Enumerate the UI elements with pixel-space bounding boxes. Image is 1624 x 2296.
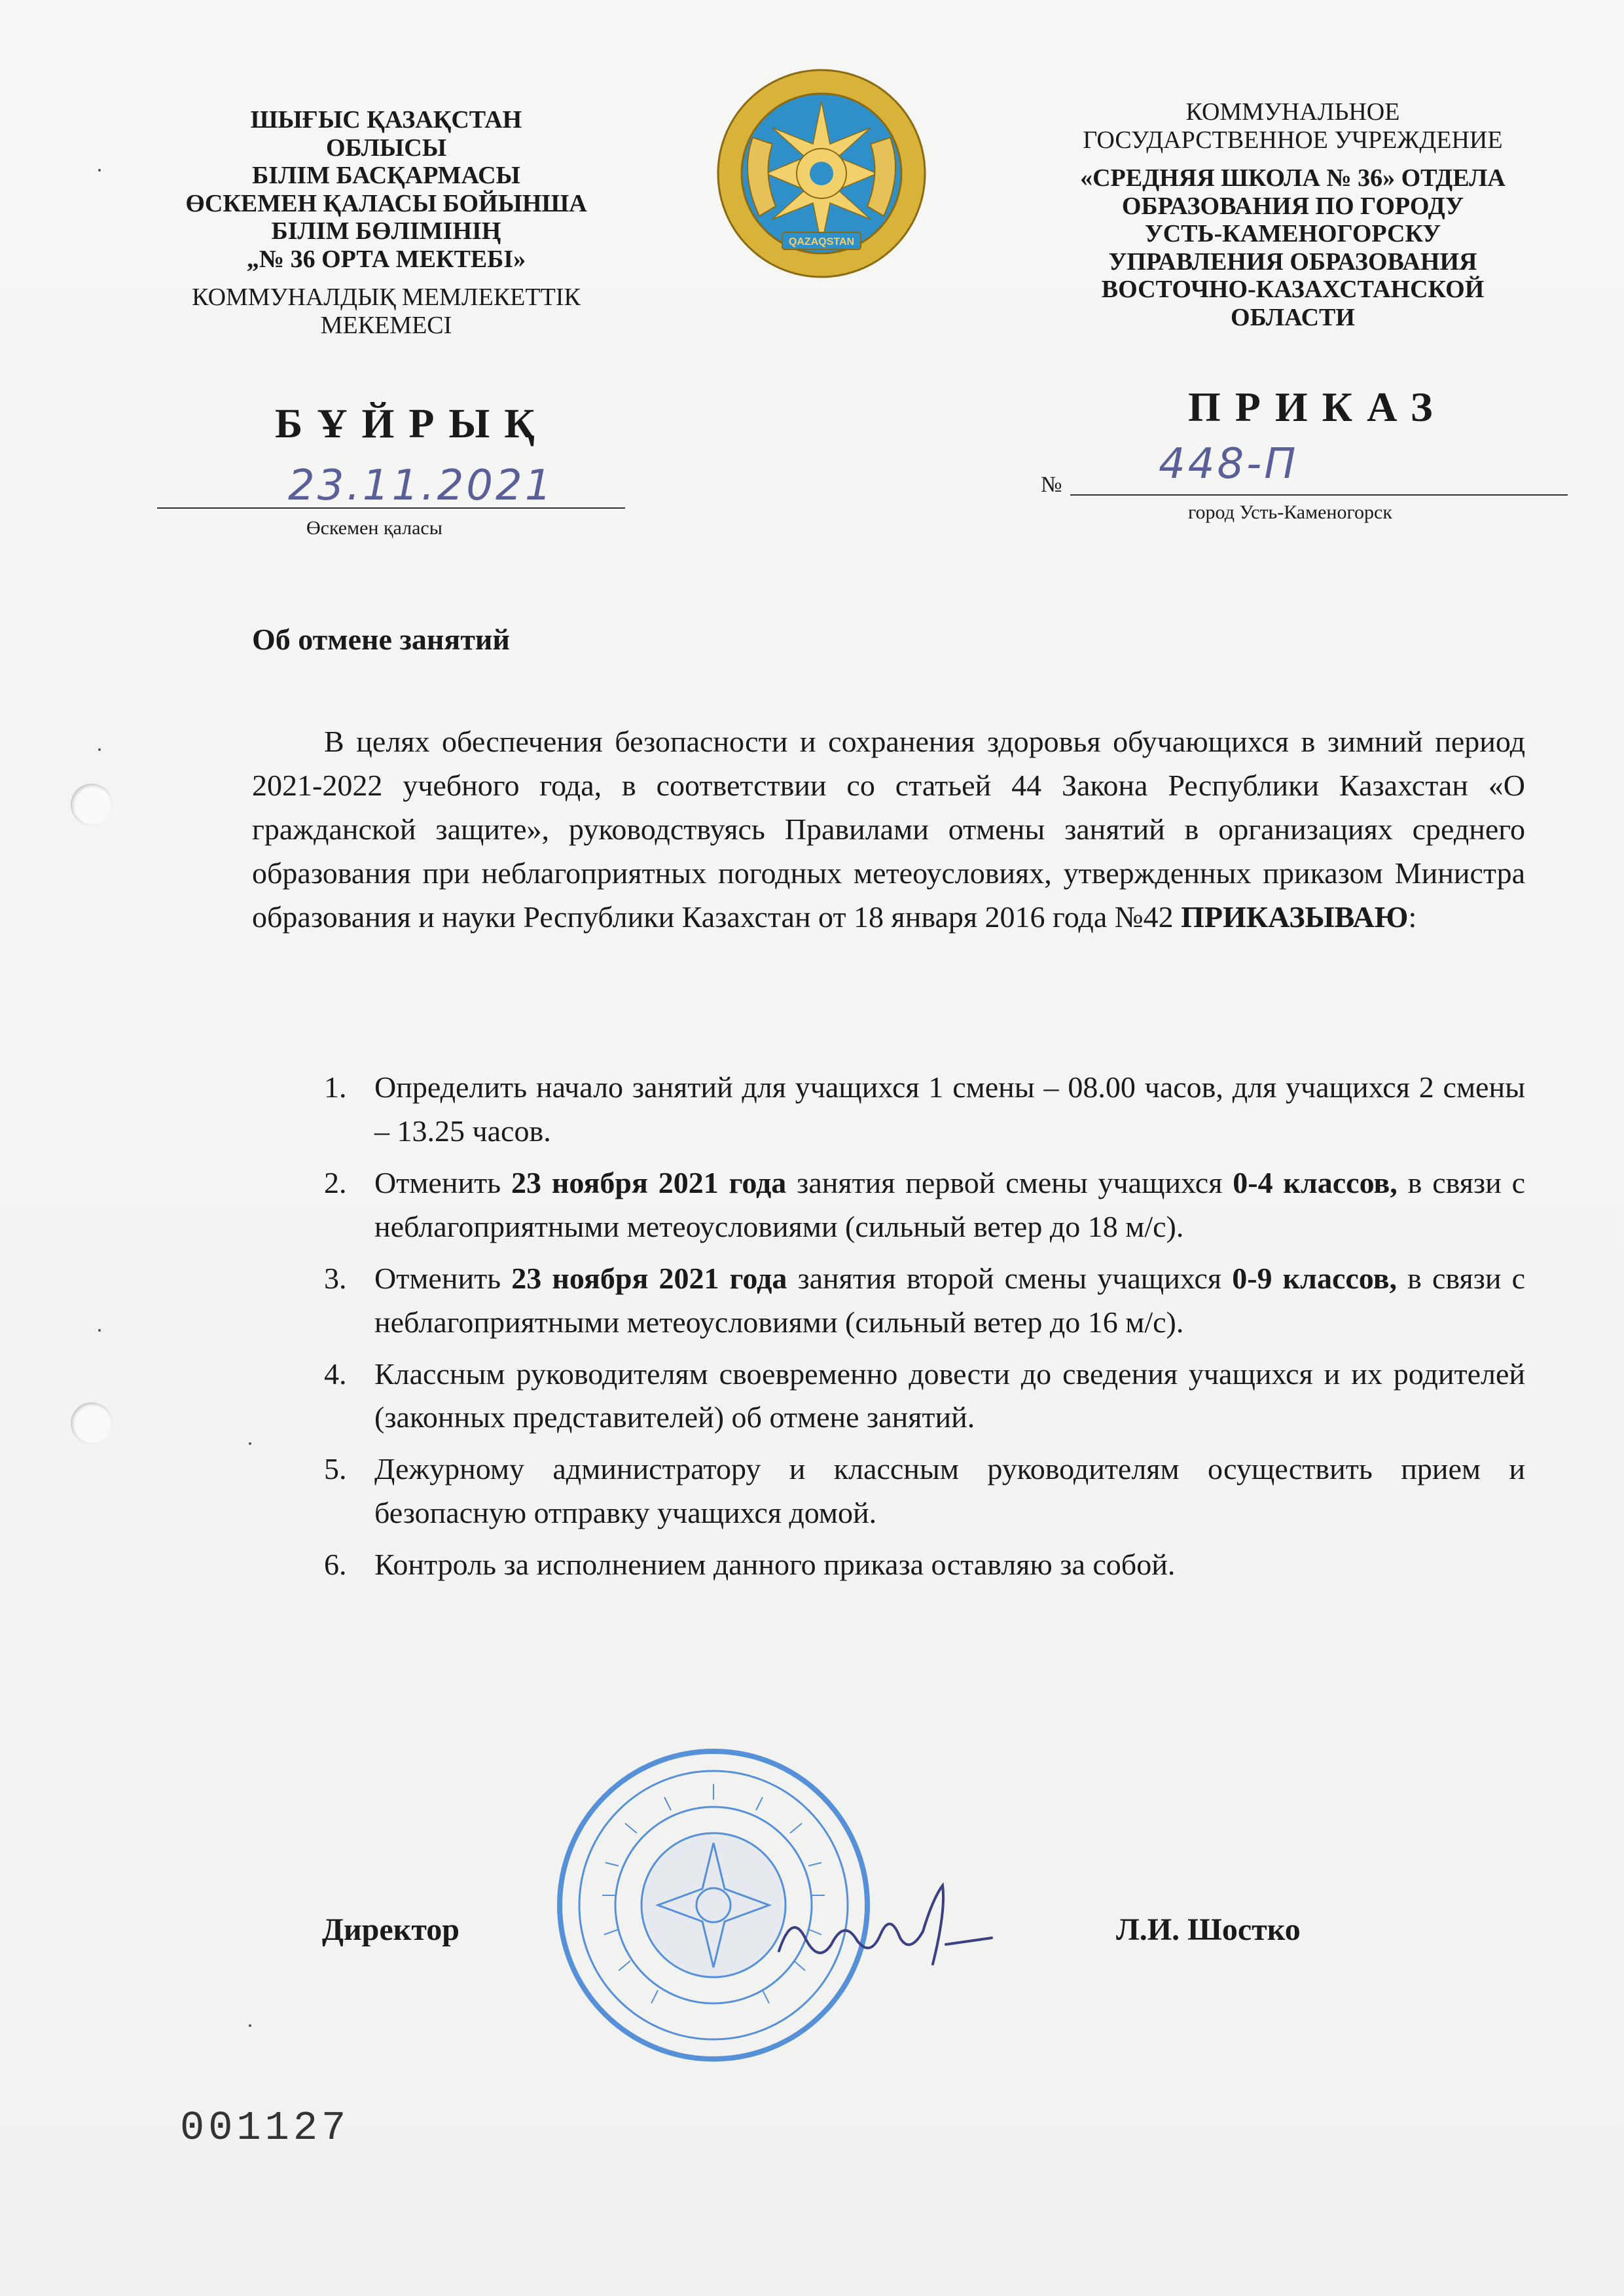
order-item-emphasis: 23 ноября 2021 года xyxy=(511,1261,787,1295)
kz-header-line: БІЛІМ БАСҚАРМАСЫ xyxy=(252,162,520,190)
scan-speck xyxy=(98,1329,101,1332)
ru-header-line: УПРАВЛЕНИЯ ОБРАЗОВАНИЯ xyxy=(1108,247,1477,276)
ru-header-subline: КОММУНАЛЬНОЕ xyxy=(1185,98,1400,126)
order-item-emphasis: 0-4 классов, xyxy=(1233,1165,1398,1199)
scan-speck xyxy=(98,748,101,751)
order-item-text: Отменить xyxy=(374,1261,512,1295)
order-item-text: Классным руководителям своевременно довести до сведения учащихся и их родителей (законных представителей) об отмене занятий. xyxy=(374,1357,1525,1434)
handwritten-signature-icon xyxy=(766,1872,1001,1984)
order-item xyxy=(308,1257,1525,1345)
kz-header-line: ӨСКЕМЕН ҚАЛАСЫ БОЙЫНША xyxy=(185,189,587,217)
order-item-number: 6. xyxy=(324,1548,347,1582)
ru-header-line: «СРЕДНЯЯ ШКОЛА № 36» ОТДЕЛА xyxy=(1080,164,1506,192)
order-item-text: в связи с неблагоприятными метеоусловиями (сильный ветер до 18 м/с). xyxy=(374,1165,1525,1243)
scan-speck xyxy=(98,169,101,172)
ru-header-line: ОБРАЗОВАНИЯ ПО ГОРОДУ xyxy=(1121,192,1464,220)
state-emblem-icon xyxy=(713,65,929,282)
punch-hole xyxy=(71,784,113,826)
order-items-list xyxy=(308,1066,1525,1595)
order-item-text: в связи с неблагоприятными метеоусловиями (сильный ветер до 16 м/с). xyxy=(374,1261,1525,1339)
order-item xyxy=(308,1448,1525,1535)
order-item-number: 2. xyxy=(324,1165,347,1199)
ru-header-line: ОБЛАСТИ xyxy=(1231,303,1355,331)
kz-header-line: ШЫҒЫС ҚАЗАҚСТАН xyxy=(250,106,522,134)
kz-header-line: „№ 36 ОРТА МЕКТЕБІ» xyxy=(246,245,526,273)
preamble-paragraph xyxy=(252,720,1525,939)
kz-header-subline: МЕКЕМЕСІ xyxy=(320,311,452,339)
scan-speck xyxy=(249,1442,251,1445)
order-item-text: Отменить xyxy=(374,1165,512,1199)
order-item xyxy=(308,1161,1525,1249)
order-subject: Об отмене занятий xyxy=(252,623,510,656)
kz-header-line: БІЛІМ БӨЛІМІНІҢ xyxy=(271,217,501,246)
kz-header-line: ОБЛЫСЫ xyxy=(325,134,447,162)
date-underline xyxy=(157,507,625,509)
signer-role: Директор xyxy=(322,1912,460,1947)
ru-header-line: ВОСТОЧНО-КАЗАХСТАНСКОЙ xyxy=(1101,276,1485,304)
order-item-text: занятия первой смены учащихся xyxy=(786,1165,1233,1199)
kz-header-subline: КОММУНАЛДЫҚ МЕМЛЕКЕТТІК xyxy=(192,283,581,312)
serial-number: 001127 xyxy=(180,2105,350,2151)
order-item-number: 3. xyxy=(324,1261,347,1295)
handwritten-date: 23.11.2021 xyxy=(288,462,554,510)
order-item-emphasis: 23 ноября 2021 года xyxy=(511,1165,787,1199)
ru-doc-title: ПРИКАЗ xyxy=(1188,384,1447,430)
punch-hole xyxy=(71,1402,113,1444)
ru-city-label: город Усть-Каменогорск xyxy=(1188,501,1392,523)
handwritten-order-number: 448-П xyxy=(1159,440,1299,488)
order-item-text: Определить начало занятий для учащихся 1 смены – 08.00 часов, для учащихся 2 смены – 13.25 часов. xyxy=(374,1070,1525,1148)
order-item-text: Дежурному администратору и классным руководителям осуществить прием и безопасную отправку учащихся домой. xyxy=(374,1452,1525,1530)
order-keyword: ПРИКАЗЫВАЮ xyxy=(1181,900,1409,934)
signer-name: Л.И. Шостко xyxy=(1116,1912,1301,1947)
kz-institution-header xyxy=(124,106,648,339)
preamble-text: В целях обеспечения безопасности и сохранения здоровья обучающихся в зимний период 2021-2022 учебного года, в соответствии со статьей 44 Закона Республики Казахстан «О гражданской защите», руководствуясь Правилами отмены занятий в организациях среднего образования при неблагоприятных погодных метеоусловиях, утвержденных приказом Министра образования и науки Республики Казахстан от 18 января 2016 года №42 xyxy=(252,725,1525,934)
kz-city-label: Өскемен қаласы xyxy=(306,517,442,539)
order-item-text: занятия второй смены учащихся xyxy=(787,1261,1233,1295)
order-item-text: Контроль за исполнением данного приказа оставляю за собой. xyxy=(374,1548,1176,1582)
kz-doc-title: БҰЙРЫҚ xyxy=(275,400,549,446)
ru-header-line: УСТЬ-КАМЕНОГОРСКУ xyxy=(1144,220,1441,248)
order-item-number: 5. xyxy=(324,1452,347,1486)
ru-header-subline: ГОСУДАРСТВЕННОЕ УЧРЕЖДЕНИЕ xyxy=(1083,126,1503,154)
order-item xyxy=(308,1353,1525,1440)
preamble-colon: : xyxy=(1408,900,1417,934)
ru-institution-header xyxy=(1021,98,1564,331)
order-item xyxy=(308,1543,1525,1587)
order-item-emphasis: 0-9 классов, xyxy=(1232,1261,1397,1295)
order-item xyxy=(308,1066,1525,1154)
scan-speck xyxy=(249,2024,251,2027)
order-item-number: 4. xyxy=(324,1357,347,1391)
number-sign: № xyxy=(1041,473,1062,497)
emblem-text: QAZAQSTAN xyxy=(788,236,855,247)
number-underline xyxy=(1070,494,1568,496)
order-item-number: 1. xyxy=(324,1070,347,1104)
